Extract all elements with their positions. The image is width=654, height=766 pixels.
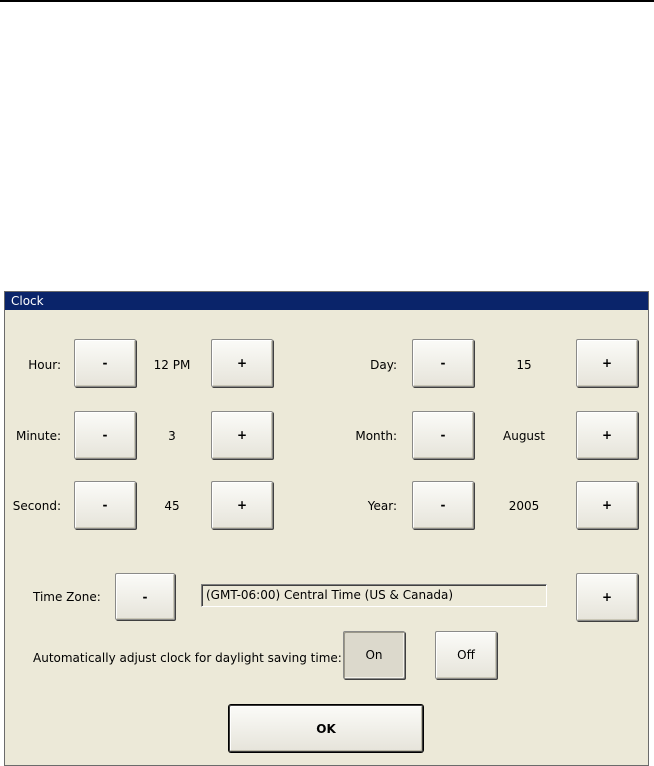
minus-glyph: - [102, 428, 108, 442]
ok-label: OK [316, 721, 336, 736]
plus-glyph: + [601, 428, 613, 442]
year-increment-button[interactable] [576, 481, 638, 529]
hour-decrement-button[interactable] [74, 339, 136, 387]
hour-increment-button[interactable] [211, 339, 273, 387]
dst-label: Automatically adjust clock for daylight saving time: [33, 651, 342, 665]
month-label: Month: [355, 429, 397, 443]
year-value: 2005 [508, 499, 540, 513]
top-border-line [0, 0, 654, 2]
minus-glyph: - [102, 356, 108, 370]
dst-off-button[interactable] [435, 631, 497, 679]
timezone-label: Time Zone: [33, 590, 101, 604]
minute-value: 3 [168, 429, 176, 443]
day-decrement-button[interactable] [412, 339, 474, 387]
ok-button[interactable] [229, 705, 423, 752]
plus-glyph: + [601, 356, 613, 370]
second-increment-button[interactable] [211, 481, 273, 529]
minus-glyph: - [142, 589, 148, 604]
month-value: August [503, 429, 545, 443]
day-label: Day: [370, 358, 397, 372]
clock-dialog [4, 291, 649, 766]
day-value: 15 [516, 358, 532, 372]
month-increment-button[interactable] [576, 411, 638, 459]
second-decrement-button[interactable] [74, 481, 136, 529]
year-decrement-button[interactable] [412, 481, 474, 529]
dst-on-label: On [365, 648, 383, 662]
minute-increment-button[interactable] [211, 411, 273, 459]
minute-decrement-button[interactable] [74, 411, 136, 459]
timezone-field[interactable]: (GMT-06:00) Central Time (US & Canada) [201, 584, 547, 607]
minus-glyph: - [440, 428, 446, 442]
plus-glyph: + [236, 356, 248, 370]
minus-glyph: - [440, 498, 446, 512]
dst-on-button[interactable] [343, 631, 405, 679]
dialog-titlebar[interactable]: Clock [5, 292, 648, 310]
plus-glyph: + [601, 590, 613, 604]
plus-glyph: + [236, 498, 248, 512]
plus-glyph: + [601, 498, 613, 512]
minus-glyph: - [102, 498, 108, 512]
minute-label: Minute: [15, 429, 61, 443]
hour-label: Hour: [28, 358, 61, 372]
second-value: 45 [164, 499, 180, 513]
second-label: Second: [12, 499, 61, 513]
dst-off-label: Off [457, 648, 475, 662]
plus-glyph: + [236, 428, 248, 442]
minus-glyph: - [440, 356, 446, 370]
day-increment-button[interactable] [576, 339, 638, 387]
hour-value: 12 PM [153, 358, 191, 372]
year-label: Year: [367, 499, 397, 513]
timezone-increment-button[interactable] [576, 573, 638, 621]
month-decrement-button[interactable] [412, 411, 474, 459]
timezone-decrement-button[interactable] [115, 573, 175, 620]
